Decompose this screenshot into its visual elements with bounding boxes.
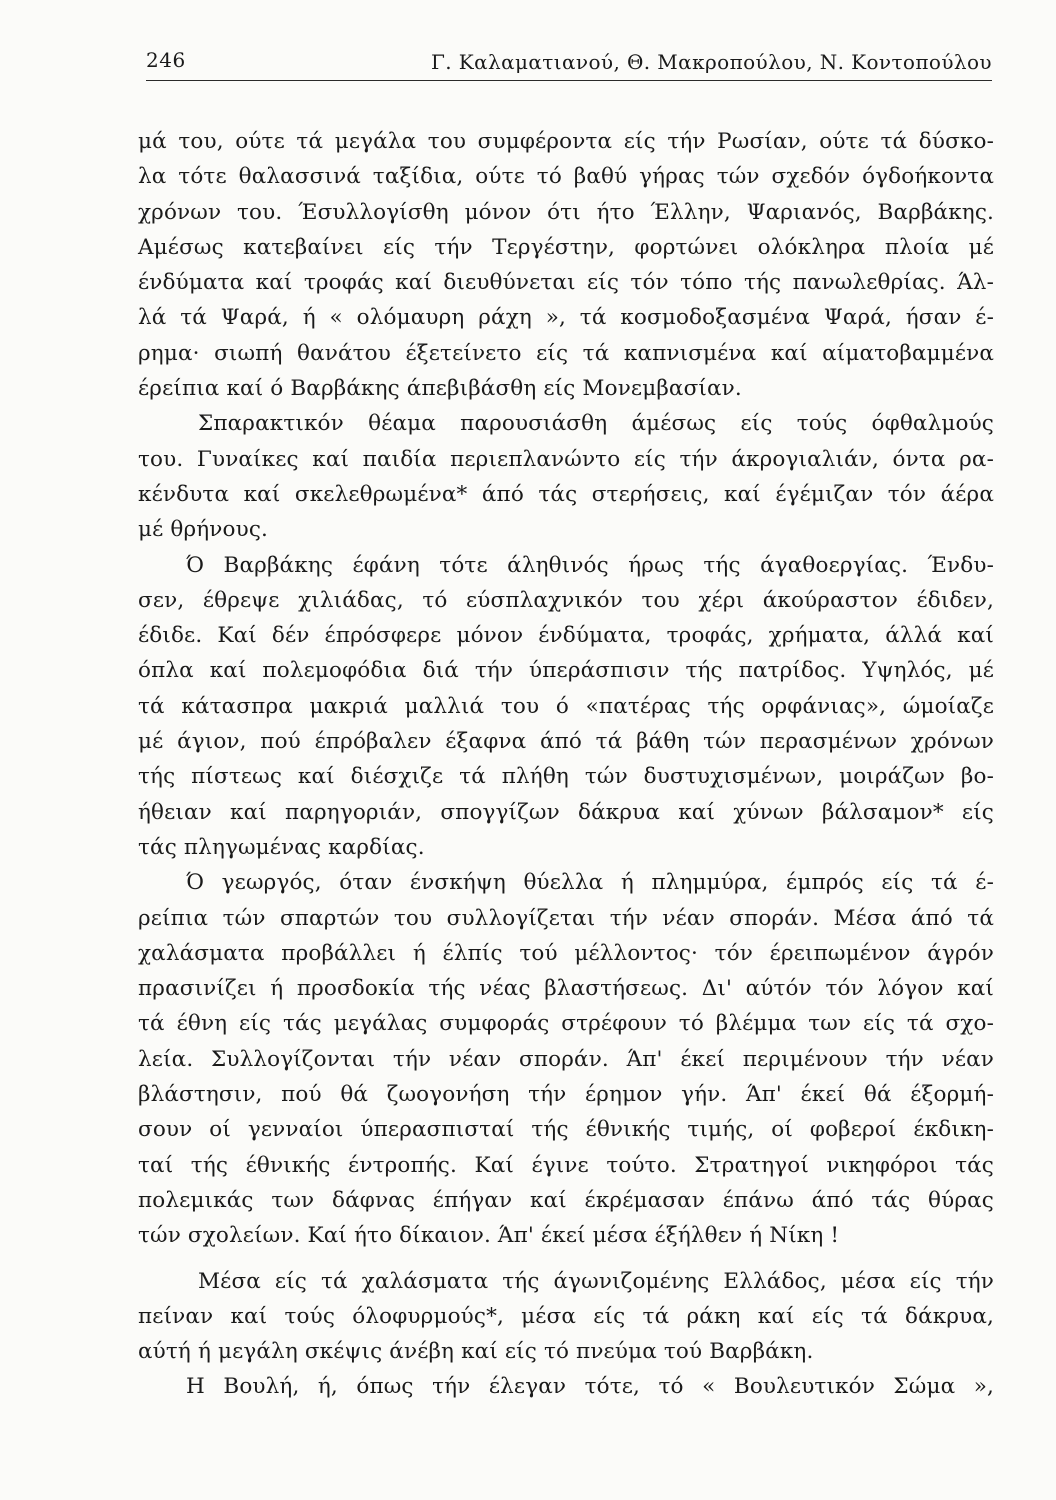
text-line: έρείπια καί ό Βαρβάκης άπεβιβάσθη είς Μονεμβασίαν.	[138, 376, 742, 402]
page-number: 246	[146, 48, 186, 72]
text-line: του. Γυναίκες καί παιδία περιεπλανώντο είς τήν άκρογιαλιάν, όντα ρα-	[138, 446, 994, 472]
text-line: κένδυτα καί σκελεθρωμένα* άπό τάς στερήσεις, καί έγέμιζαν τόν άέρα	[138, 481, 994, 507]
text-line: τά κάτασπρα μακριά μαλλιά του ό «πατέρας τής ορφάνιας», ώμοίαζε	[138, 693, 994, 719]
body-text	[138, 124, 994, 1405]
text-line: μά του, ούτε τά μεγάλα του συμφέροντα είς τήν Ρωσίαν, ούτε τά δύσκο-	[138, 129, 994, 154]
text-line: λα τότε θαλασσινά ταξίδια, ούτε τό βαθύ γήρας τών σχεδόν όγδοήκοντα	[138, 164, 994, 190]
text-line: πείναν καί τούς όλοφυρμούς*, μέσα είς τά ράκη καί είς τά δάκρυα,	[138, 1303, 994, 1329]
paragraph	[138, 1369, 994, 1404]
paragraph	[138, 548, 994, 866]
text-line: αύτή ή μεγάλη σκέψις άνέβη καί είς τό πνεύμα τού Βαρβάκη.	[138, 1339, 814, 1365]
text-line: πολεμικάς των δάφνας έπήγαν καί έκρέμασαν έπάνω άπό τάς θύρας	[138, 1187, 994, 1213]
page-header	[146, 40, 992, 81]
text-line: τά έθνη είς τάς μεγάλας συμφοράς στρέφουν τό βλέμμα των είς τά σχο-	[138, 1011, 994, 1037]
text-line: τάς πληγωμένας καρδίας.	[138, 834, 425, 860]
running-head-authors: Γ. Καλαματιανού, Θ. Μακροπούλου, Ν. Κοντοπούλου	[430, 50, 992, 74]
text-line: ήθειαν καί παρηγοριάν, σπογγίζων δάκρυα καί χύνων βάλσαμον* είς	[138, 799, 994, 825]
text-line: μέ άγιον, πού έπρόβαλεν έξαφνα άπό τά βάθη τών περασμένων χρόνων	[138, 729, 994, 755]
text-line: πρασινίζει ή προσδοκία τής νέας βλαστήσεως. Δι' αύτόν τόν λόγον καί	[138, 976, 994, 1002]
text-line: Μέσα είς τά χαλάσματα τής άγωνιζομένης Ελλάδος, μέσα είς τήν	[198, 1268, 994, 1294]
paragraph	[138, 1264, 994, 1370]
text-line: ρείπια τών σπαρτών του συλλογίζεται τήν νέαν σποράν. Μέσα άπό τά	[138, 905, 994, 931]
text-line: ρημα· σιωπή θανάτου έξετείνετο είς τά καπνισμένα καί αίματοβαμμένα	[138, 340, 994, 366]
text-line: Αμέσως κατεβαίνει είς τήν Τεργέστην, φορτώνει ολόκληρα πλοία μέ	[138, 234, 994, 260]
text-line: τών σχολείων. Καί ήτο δίκαιον. Άπ' έκεί μέσα έξήλθεν ή Νίκη !	[138, 1223, 840, 1249]
text-line: λά τά Ψαρά, ή « ολόμαυρη ράχη », τά κοσμοδοξασμένα Ψαρά, ήσαν έ-	[138, 305, 994, 331]
text-line: χαλάσματα προβάλλει ή έλπίς τού μέλλοντος· τόν έρειπωμένον άγρόν	[138, 940, 994, 966]
text-line: όπλα καί πολεμοφόδια διά τήν ύπεράσπισιν τής πατρίδος. Υψηλός, μέ	[138, 658, 994, 684]
text-line: λεία. Συλλογίζονται τήν νέαν σποράν. Άπ' έκεί περιμένουν τήν νέαν	[138, 1046, 994, 1072]
text-line: βλάστησιν, πού θά ζωογονήση τήν έρημον γήν. Άπ' έκεί θά έξορμή-	[138, 1082, 994, 1108]
paragraph-gap	[138, 1254, 994, 1264]
text-line: μέ θρήνους.	[138, 517, 269, 543]
text-line: σεν, έθρεψε χιλιάδας, τό εύσπλαχνικόν του χέρι άκούραστον έδιδεν,	[138, 587, 994, 613]
text-line: Η Βουλή, ή, όπως τήν έλεγαν τότε, τό « Βουλευτικόν Σώμα »,	[186, 1374, 994, 1400]
text-line: σουν οί γενναίοι ύπερασπισταί τής έθνικής τιμής, οί φοβεροί έκδικη-	[138, 1117, 994, 1143]
text-line: έδιδε. Καί δέν έπρόσφερε μόνον ένδύματα, τροφάς, χρήματα, άλλά καί	[138, 623, 994, 649]
paragraph	[138, 865, 994, 1253]
text-line: Ό γεωργός, όταν ένσκήψη θύελλα ή πλημμύρα, έμπρός είς τά έ-	[186, 870, 994, 896]
text-line: ταί τής έθνικής έντροπής. Καί έγινε τούτο. Στρατηγοί νικηφόροι τάς	[138, 1152, 994, 1178]
paragraph	[138, 406, 994, 547]
text-line: τής πίστεως καί διέσχιζε τά πλήθη τών δυστυχισμένων, μοιράζων βο-	[138, 764, 994, 790]
text-line: χρόνων του. Έσυλλογίσθη μόνον ότι ήτο Έλλην, Ψαριανός, Βαρβάκης.	[138, 199, 994, 225]
text-line: ένδύματα καί τροφάς καί διευθύνεται είς τόν τόπο τής πανωλεθρίας. Άλ-	[138, 270, 994, 296]
paragraph	[138, 124, 994, 406]
text-line: Σπαρακτικόν θέαμα παρουσιάσθη άμέσως είς τούς όφθαλμούς	[198, 411, 994, 437]
text-line: Ό Βαρβάκης έφάνη τότε άληθινός ήρως τής άγαθοεργίας. Ένδυ-	[186, 552, 994, 578]
